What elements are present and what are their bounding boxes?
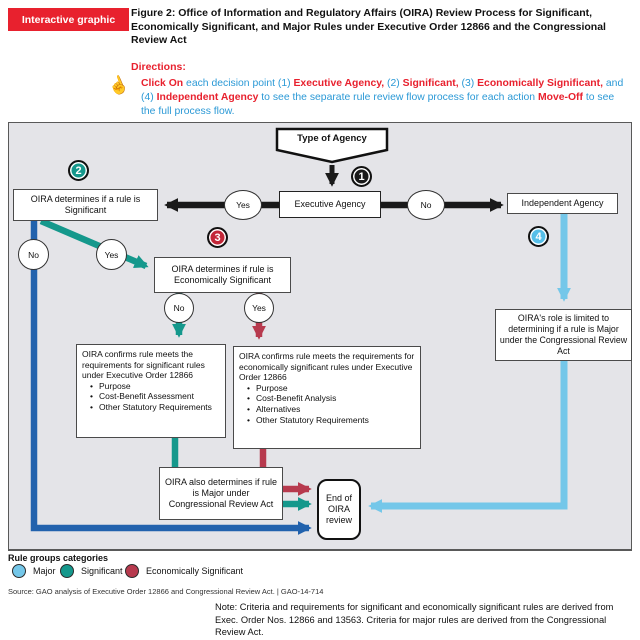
directions-heading: Directions:: [131, 61, 186, 73]
directions-significant: Significant,: [402, 78, 459, 89]
node-oira-role-limited: OIRA's role is limited to determining if a rule is Major under the Congressional Review Act: [495, 309, 632, 361]
decision-point-4-badge[interactable]: 4: [528, 226, 549, 247]
directions-seg: (2): [384, 78, 403, 89]
legend-swatch-significant: [60, 564, 74, 578]
bullet-item: • Cost-Benefit Analysis: [239, 393, 336, 404]
node-independent-agency[interactable]: Independent Agency: [507, 193, 618, 214]
note-text: Note: Criteria and requirements for significant and economically significant rules are derived from Exec. Order Nos. 12866 and 13563. Criteria for major rules are derived from the Congressional Review Act.: [215, 602, 614, 637]
directions-text: [141, 77, 627, 118]
no-label-significant: No: [18, 239, 49, 270]
interactive-graphic-badge: Interactive graphic: [8, 8, 129, 31]
decision-point-2-badge[interactable]: 2: [68, 160, 89, 181]
yes-label-significant: Yes: [96, 239, 127, 270]
click-hand-icon: ☝: [105, 72, 132, 99]
bullet-item: • Purpose: [239, 383, 288, 394]
legend-heading: Rule groups categories: [8, 553, 109, 563]
decision-point-3-badge[interactable]: 3: [207, 227, 228, 248]
legend-label-significant: Significant: [81, 566, 123, 576]
node-also-determines-major: OIRA also determines if rule is Major under Congressional Review Act: [159, 467, 283, 520]
legend-label-major: Major: [33, 566, 56, 576]
directions-seg: and (4): [141, 78, 624, 103]
node-executive-agency[interactable]: Executive Agency: [279, 191, 381, 218]
directions-seg: each decision point (1): [183, 78, 294, 89]
confirm-econ-title: OIRA confirms rule meets the requirements for economically significant rules under Executive Order 12866: [239, 351, 415, 383]
bullet-item: • Other Statutory Requirements: [239, 415, 369, 426]
yes-label-top: Yes: [224, 190, 262, 220]
directions-economically-significant: Economically Significant,: [477, 78, 603, 89]
bullet-item: • Purpose: [82, 381, 131, 392]
node-oira-determines-economically-significant[interactable]: OIRA determines if rule is Economically Significant: [154, 257, 291, 293]
legend-swatch-economically-significant: [125, 564, 139, 578]
flowchart-canvas: [8, 122, 632, 551]
node-confirm-significant-requirements: [76, 344, 226, 438]
directions-move-off: Move-Off: [537, 91, 583, 103]
no-label-top: No: [407, 190, 445, 220]
bullet-item: • Alternatives: [239, 404, 300, 415]
type-of-agency-banner: Type of Agency: [297, 133, 367, 144]
legend-swatch-major: [12, 564, 26, 578]
bullet-item: • Cost-Benefit Assessment: [82, 391, 194, 402]
directions-seg: to see the full process flow.: [141, 91, 615, 117]
bullet-item: • Other Statutory Requirements: [82, 402, 212, 413]
no-label-econ: No: [164, 293, 194, 323]
node-end-of-oira-review: End of OIRA review: [317, 479, 361, 540]
node-oira-determines-significant[interactable]: OIRA determines if a rule is Significant: [13, 189, 158, 221]
legend-label-economically-significant: Economically Significant: [146, 566, 244, 576]
confirm-significant-title: OIRA confirms rule meets the requirements for significant rules under Executive Order 12866: [82, 349, 205, 381]
directions-executive-agency: Executive Agency,: [293, 78, 385, 89]
decision-point-1-badge[interactable]: 1: [351, 166, 372, 187]
node-confirm-economically-significant-requirements: [233, 346, 421, 449]
directions-click-on: Click On: [141, 78, 184, 89]
directions-seg: to see the separate rule review flow process for each action: [258, 91, 538, 103]
yes-label-econ: Yes: [244, 293, 274, 323]
figure-title: Figure 2: Office of Information and Regulatory Affairs (OIRA) Review Process for Significant, Economically Significant, and Major Rules under Executive Order 12866 and the Congressional Review Act: [131, 7, 606, 46]
directions-independent-agency: Independent Agency: [156, 91, 259, 103]
directions-seg: (3): [458, 78, 478, 89]
source-line: Source: GAO analysis of Executive Order 12866 and Congressional Review Act. | GAO-14-714: [8, 587, 324, 596]
